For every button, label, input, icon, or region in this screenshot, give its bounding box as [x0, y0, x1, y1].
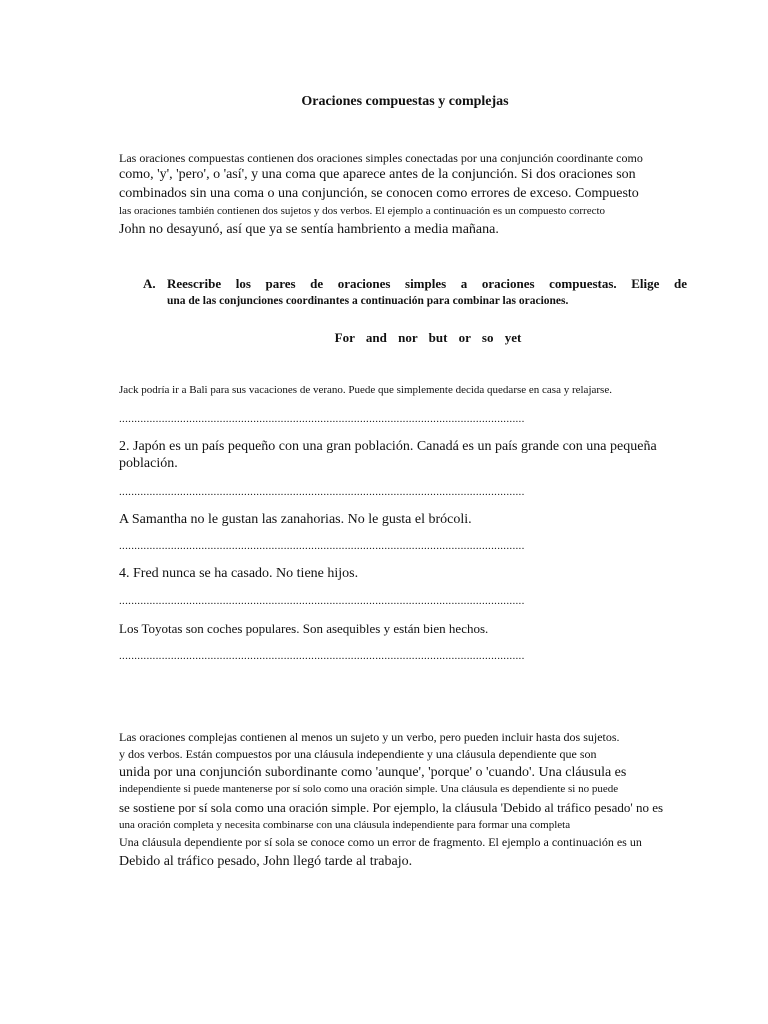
complex-line-5: se sostiene por sí sola como una oración simple. Por ejemplo, la cláusula 'Debido al tráfico pesado' no es: [119, 800, 664, 815]
intro-line-3: combinados sin una coma o una conjunción, se conocen como errores de exceso. Compuesto: [119, 186, 639, 201]
exercise-2: 2. Japón es un país pequeño con una gran población. Canadá es un país grande con una pequeña: [119, 439, 657, 454]
page-title: Oraciones compuestas y complejas: [301, 94, 509, 109]
answer-line-3[interactable]: [119, 540, 525, 552]
intro-line-2: como, 'y', 'pero', o 'así', y una coma que aparece antes de la conjunción. Si dos oraciones son: [119, 167, 636, 182]
answer-line-2[interactable]: [119, 486, 525, 498]
section-a-instructions: [143, 276, 687, 307]
complex-line-6: una oración completa y necesita combinarse con una cláusula independiente para formar una completa: [119, 819, 571, 831]
complex-line-3: unida por una conjunción subordinante como 'aunque', 'porque' o 'cuando'. Una cláusula es: [119, 765, 627, 780]
complex-example: Debido al tráfico pesado, John llegó tarde al trabajo.: [119, 854, 413, 869]
section-a-line-2: una de las conjunciones coordinantes a continuación para combinar las oraciones.: [167, 295, 569, 307]
section-a-letter: A.: [143, 276, 156, 291]
exercise-2-continued: población.: [119, 456, 178, 471]
intro-line-4: las oraciones también contienen dos sujetos y dos verbos. El ejemplo a continuación es un compuesto correcto: [119, 205, 606, 217]
conjunction-list: For and nor but or so yet: [334, 330, 522, 345]
complex-line-4: independiente si puede mantenerse por sí solo como una oración simple. Una cláusula es dependiente si no puede: [119, 783, 619, 795]
answer-line-4[interactable]: [119, 595, 525, 607]
answer-line-1[interactable]: [119, 413, 525, 425]
complex-line-2: y dos verbos. Están compuestos por una cláusula independiente y una cláusula dependiente que son: [119, 747, 597, 761]
complex-line-7: Una cláusula dependiente por sí sola se conoce como un error de fragmento. El ejemplo a continuación es un: [119, 835, 642, 849]
exercise-1: Jack podría ir a Bali para sus vacaciones de verano. Puede que simplemente decida quedarse en casa y relajarse.: [119, 384, 612, 396]
complex-line-1: Las oraciones complejas contienen al menos un sujeto y un verbo, pero pueden incluir hasta dos sujetos.: [119, 730, 620, 744]
intro-line-1: Las oraciones compuestas contienen dos oraciones simples conectadas por una conjunción coordinante como: [119, 151, 643, 165]
exercise-4: 4. Fred nunca se ha casado. No tiene hijos.: [119, 566, 359, 581]
exercise-5: Los Toyotas son coches populares. Son asequibles y están bien hechos.: [119, 621, 489, 636]
intro-example: John no desayunó, así que ya se sentía hambriento a media mañana.: [119, 222, 499, 237]
answer-line-5[interactable]: [119, 650, 525, 662]
section-a-line-1: Reescribe los pares de oraciones simples a oraciones compuestas. Elige de: [167, 276, 687, 291]
exercise-3: A Samantha no le gustan las zanahorias. No le gusta el brócoli.: [119, 512, 472, 527]
